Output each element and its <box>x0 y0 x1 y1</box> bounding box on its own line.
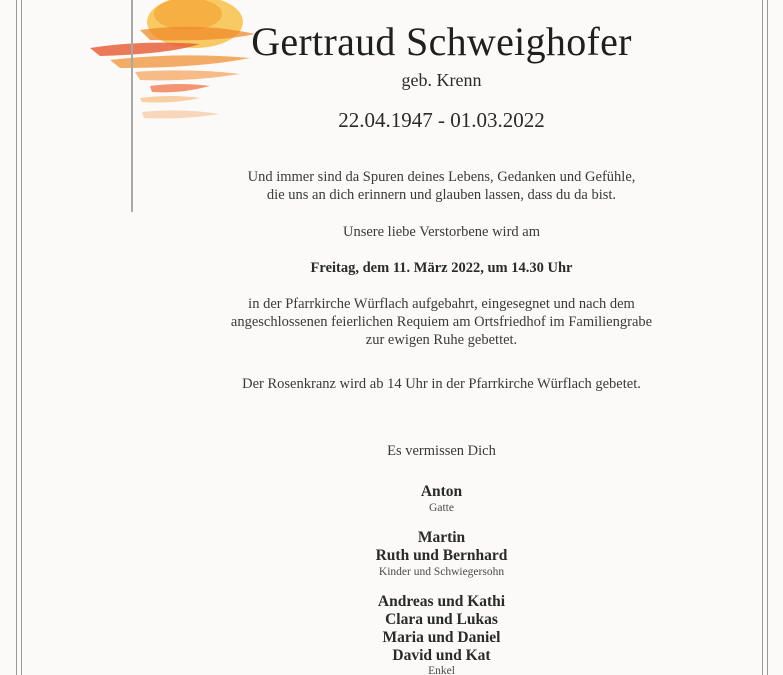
grandchild-name-2: Clara und Lukas <box>385 611 498 628</box>
intro-text: Unsere liebe Verstorbene wird am <box>342 224 541 240</box>
deceased-name: Gertraud Schweighofer <box>251 19 632 64</box>
grandchild-name-1: Andreas und Kathi <box>377 593 506 610</box>
child-name-1: Martin <box>417 529 466 546</box>
child-name-2: Ruth und Bernhard <box>375 547 508 564</box>
funeral-date-time: Freitag, dem 11. März 2022, um 14.30 Uhr <box>310 260 573 276</box>
rosary-text: Der Rosenkranz wird ab 14 Uhr in der Pfarrkirche Würflach gebetet. <box>242 376 641 392</box>
ceremony-line-2: angeschlossenen feierlichen Requiem am Ortsfriedhof im Familiengrabe <box>230 314 653 330</box>
right-frame-border <box>762 0 768 675</box>
ceremony-line-3: zur ewigen Ruhe gebettet. <box>365 332 518 348</box>
life-dates: 22.04.1947 - 01.03.2022 <box>338 108 545 132</box>
grandchild-name-4: David und Kat <box>392 647 491 664</box>
grandchildren-role: Enkel <box>428 665 455 675</box>
ceremony-line-1: in der Pfarrkirche Würflach aufgebahrt, eingesegnet und nach dem <box>248 296 635 312</box>
spouse-role: Gatte <box>429 502 454 514</box>
children-role: Kinder und Schwiegersohn <box>378 566 505 578</box>
missed-by-heading: Es vermissen Dich <box>387 443 496 459</box>
grandchild-name-3: Maria und Daniel <box>382 629 501 646</box>
spouse-name: Anton <box>420 483 463 500</box>
verse-line-1: Und immer sind da Spuren deines Lebens, Gedanken und Gefühle, <box>247 169 636 185</box>
birth-name: geb. Krenn <box>401 70 482 90</box>
left-frame-border <box>16 0 22 675</box>
verse-line-2: die uns an dich erinnern und glauben lassen, dass du da bist. <box>266 187 617 203</box>
